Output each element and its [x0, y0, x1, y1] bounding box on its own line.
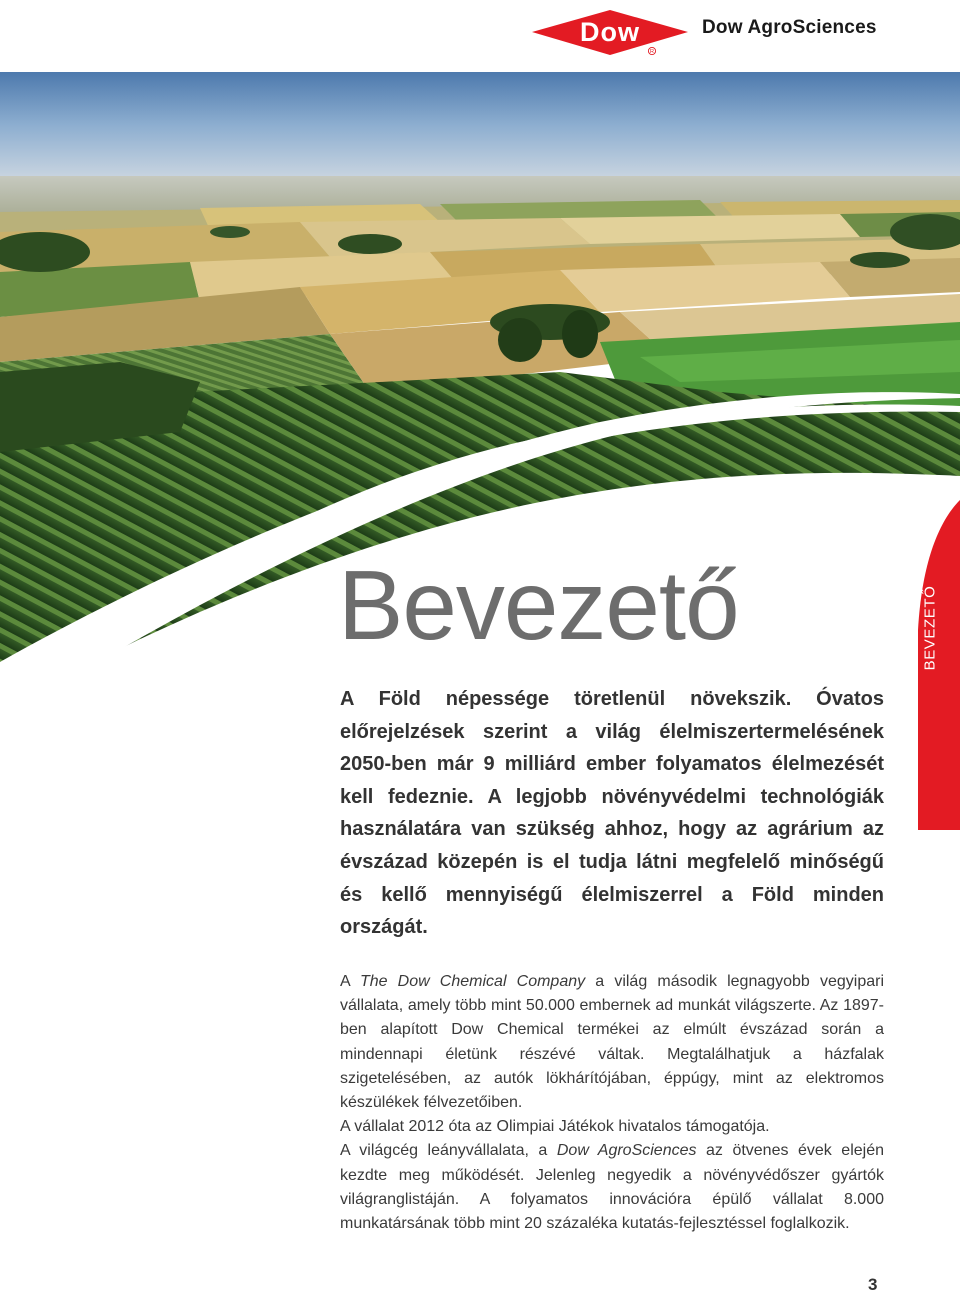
lead-paragraph: A Föld népessége töretlenül növekszik. Óvatos előrejelzések szerint a világ élelmiszertermelésének 2050-ben már 9 milliárd ember folyamatos élelmezését kell fedeznie. A legjobb növényvédelmi technológiák használatára van szükség ahhoz, hogy az agrárium az évszázad közepén is el tudja látni megfelelő minőségű és kellő mennyiségű élelmiszerrel a Föld minden országát.	[340, 688, 884, 939]
company-name: Dow AgroSciences	[556, 1142, 697, 1160]
brand-name: Dow AgroSciences	[702, 17, 877, 38]
body-paragraph-3: A világcég leányvállalata, a Dow AgroSciences az ötvenes évek elején kezdte meg működését. Jelenleg negyedik a növényvédőszer gyártók világranglistáján. A folyamatos innovációra épülő vállalat 8.000 munkatársának több mint 20 százaléka kutatás-fejlesztéssel foglalkozik.	[340, 1142, 885, 1233]
section-tab-label: BEVEZETŐ	[921, 585, 939, 671]
body-paragraph-1: A The Dow Chemical Company a világ második legnagyobb vegyipari vállalata, amely több mint 50.000 embernek ad munkát világszerte. Az 1897-ben alapított Dow Chemical termékei az elmúlt évszázad során a mindennapi életünk részévé váltak. Megtalálhatjuk a házfalak szigetelésében, az autók lökhárítójában, éppúgy, mint az elektromos készülékek félvezetőiben.	[340, 973, 885, 1112]
page-header	[0, 0, 960, 72]
company-name: The Dow Chemical Company	[359, 973, 586, 990]
page-number: 3	[868, 1275, 878, 1294]
dow-diamond-logo	[530, 8, 690, 58]
page-title: Bevezető	[338, 550, 739, 660]
dow-logo-text: Dow	[580, 17, 640, 47]
svg-text:R: R	[650, 49, 654, 56]
body-paragraph-2: A vállalat 2012 óta az Olimpiai Játékok hivatalos támogatója.	[340, 1118, 770, 1136]
article-body	[340, 970, 884, 1236]
